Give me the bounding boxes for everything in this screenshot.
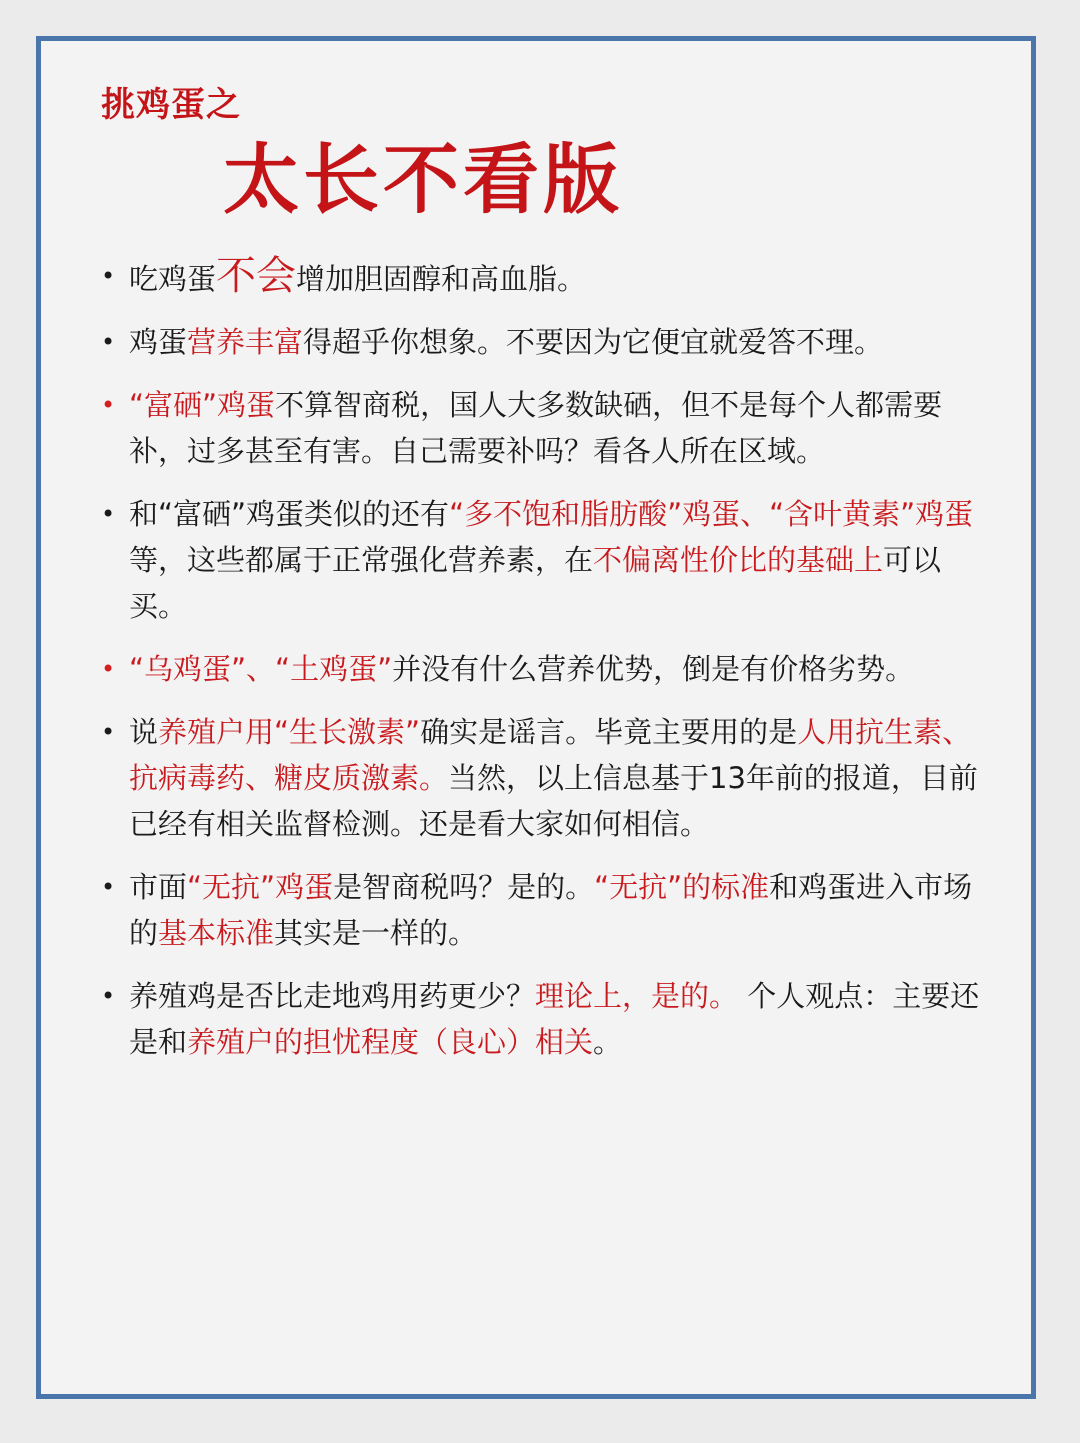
body-text: 。 (593, 1025, 623, 1059)
list-item (93, 646, 983, 692)
body-text: 并没有什么营养优势，倒是有价格劣势。 (392, 652, 915, 686)
subtitle: 挑鸡蛋之 (101, 85, 241, 125)
body-text: 可以买。 (129, 543, 942, 623)
highlight-text: “富硒”鸡蛋 (129, 388, 276, 422)
list-item (93, 709, 983, 847)
body-text: 说 (129, 715, 159, 749)
highlight-text: 营养丰富 (187, 325, 304, 359)
highlight-text: “多不饱和脂肪酸”鸡蛋、“含叶黄素”鸡蛋 (449, 497, 974, 531)
list-item (93, 319, 983, 365)
bullet-icon: • (101, 391, 116, 419)
body-text: 和鸡蛋进入市场的 (129, 870, 973, 950)
body-text: 等，这些都属于正常强化营养素，在 (129, 543, 594, 577)
list-item (93, 973, 983, 1065)
tips-list (93, 253, 983, 1082)
highlight-text: “无抗”的标准 (594, 870, 770, 904)
body-text: 个人观点：主要还是和 (129, 979, 980, 1059)
body-text: 确实是谣言。毕竟主要用的是 (420, 715, 798, 749)
body-text: 不算智商税，国人大多数缺硒，但不是每个人都需要补，过多甚至有害。自己需要补吗？看各人所在区域。 (129, 388, 943, 468)
list-item (93, 491, 983, 629)
content-card (36, 36, 1036, 1399)
body-text: 市面 (129, 870, 188, 904)
body-text: 得超乎你想象。不要因为它便宜就爱答不理。 (303, 325, 884, 359)
bullet-icon: • (101, 500, 116, 528)
bullet-icon: • (101, 718, 116, 746)
body-text: 鸡蛋 (129, 325, 188, 359)
highlight-text: 理论上，是的。 (535, 979, 739, 1013)
list-item (93, 382, 983, 474)
body-text: 是智商税吗？是的。 (333, 870, 595, 904)
highlight-text: 不会 (216, 253, 297, 299)
body-text: 其实是一样的。 (274, 916, 478, 950)
body-text: 和“富硒”鸡蛋类似的还有 (129, 497, 450, 531)
highlight-text: 养殖户的担忧程度（良心）相关 (187, 1025, 594, 1059)
list-item (93, 864, 983, 956)
highlight-text: “无抗”鸡蛋 (187, 870, 334, 904)
highlight-text: 养殖户用“生长激素” (158, 715, 421, 749)
body-text: 当然，以上信息基于13年前的报道，目前已经有相关监督检测。还是看大家如何相信。 (129, 761, 978, 841)
bullet-icon: • (101, 873, 116, 901)
page-title: 太长不看版 (223, 135, 623, 224)
body-text: 增加胆固醇和高血脂。 (296, 262, 587, 296)
bullet-icon: • (101, 982, 116, 1010)
highlight-text: 不偏离性价比的基础上 (593, 543, 884, 577)
highlight-text: “乌鸡蛋”、“土鸡蛋” (129, 652, 393, 686)
highlight-text: 人用抗生素、抗病毒药、糖皮质激素。 (129, 715, 972, 795)
body-text: 吃鸡蛋 (129, 262, 217, 296)
body-text: 养殖鸡是否比走地鸡用药更少？ (129, 979, 536, 1013)
bullet-icon: • (101, 262, 116, 290)
highlight-text: 基本标准 (158, 916, 275, 950)
list-item (93, 253, 983, 302)
bullet-icon: • (101, 328, 116, 356)
bullet-icon: • (101, 655, 116, 683)
